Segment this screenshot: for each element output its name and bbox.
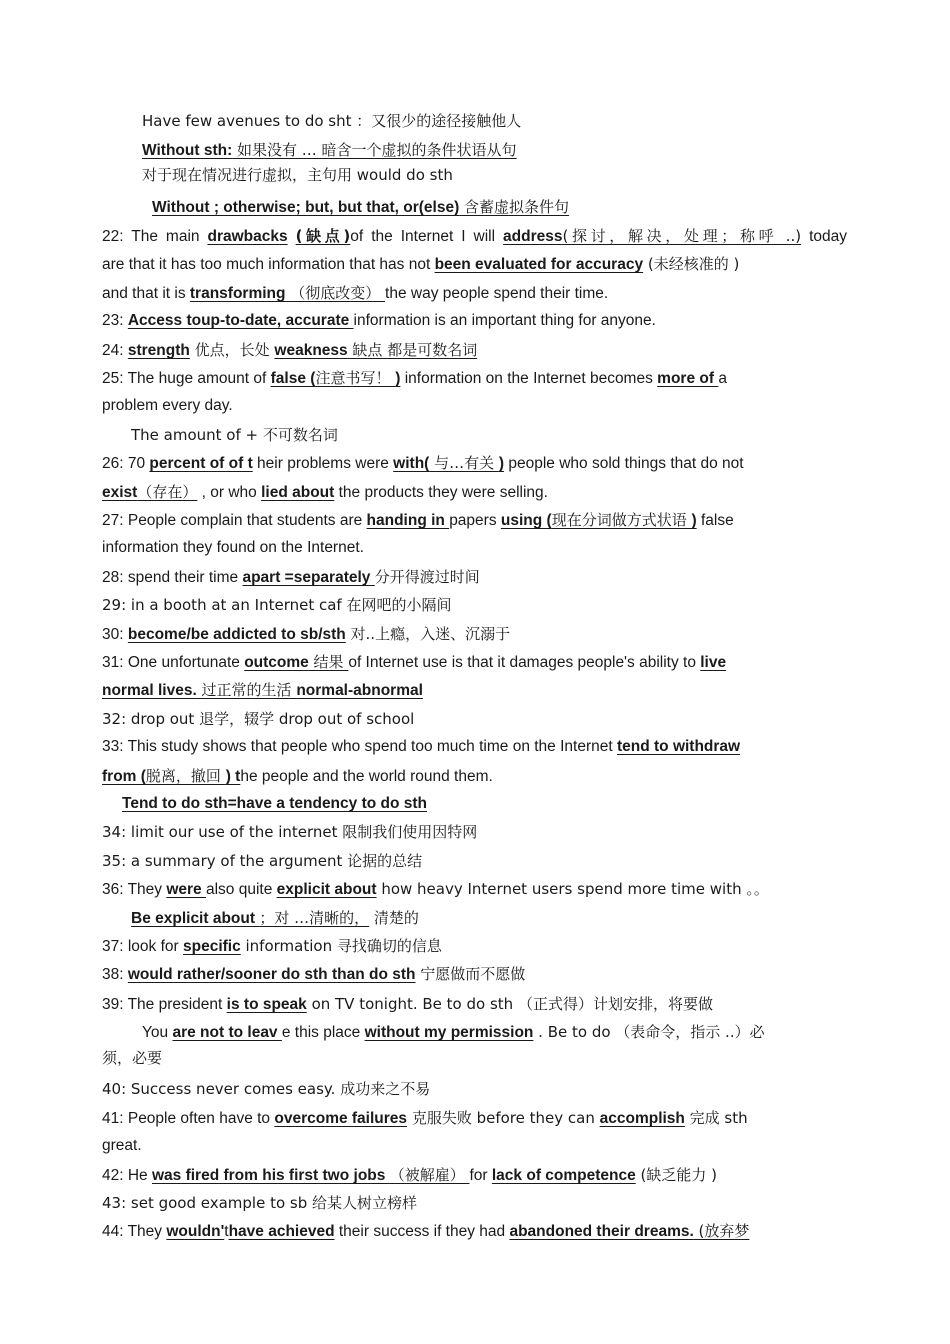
note-line: 36: They were also quite explicit about how heavy Internet users spend more time with 。。 — [102, 880, 769, 898]
note-line: exist（存在） , or who lied about the products they were selling. — [102, 483, 548, 501]
note-line: and that it is transforming （彻底改变） the way people spend their time. — [102, 284, 609, 302]
note-line: 42: He was fired from his first two jobs （被解雇） for lack of competence (缺乏能力 ) — [102, 1166, 717, 1184]
note-line: 26: 70 percent of of t heir problems were with( 与…有关 ) people who sold things that do not — [102, 454, 744, 472]
note-line: great. — [102, 1137, 142, 1154]
note-line: You are not to leav e this place without my permission . Be to do （表命令，指示 ..）必 — [142, 1023, 765, 1041]
note-line: 对于现在情况进行虚拟，主句用 would do sth — [142, 166, 453, 184]
note-line: 43: set good example to sb 给某人树立榜样 — [102, 1194, 418, 1212]
note-line: are that it has too much information that has not been evaluated for accuracy (未经核准的 ) — [102, 255, 740, 273]
note-line: Tend to do sth=have a tendency to do sth — [122, 795, 428, 812]
note-line: 28: spend their time apart =separately 分开得渡过时间 — [102, 568, 480, 586]
note-line: 34: limit our use of the internet 限制我们使用因特网 — [102, 823, 478, 841]
note-line: 39: The president is to speak on TV tonight. Be to do sth （正式得）计划安排，将要做 — [102, 995, 713, 1013]
note-line: 31: One unfortunate outcome 结果 of Internet use is that it damages people's ability to live — [102, 653, 727, 671]
note-line: information they found on the Internet. — [102, 539, 364, 556]
note-line: 40: Success never comes easy. 成功来之不易 — [102, 1080, 431, 1098]
note-line: 30: become/be addicted to sb/sth 对..上瘾，入迷、沉溺于 — [102, 625, 511, 643]
note-line: 32: drop out 退学，辍学 drop out of school — [102, 710, 415, 728]
note-line: 41: People often have to overcome failures 克服失败 before they can accomplish 完成 sth — [102, 1109, 748, 1127]
note-line: 22: The main drawbacks (缺点)of the Internet I will address(探讨，解决，处理；称呼 ..) today — [102, 227, 847, 245]
note-line: 25: The huge amount of false (注意书写！ ) information on the Internet becomes more of a — [102, 369, 727, 387]
note-line: 27: People complain that students are handing in papers using (现在分词做方式状语 ) false — [102, 511, 734, 529]
note-line: from (脱离，撤回 ) the people and the world round them. — [102, 767, 493, 785]
note-line: Without ; otherwise; but, but that, or(else) 含蓄虚拟条件句 — [152, 198, 570, 216]
note-line: 29: in a booth at an Internet caf 在网吧的小隔间 — [102, 596, 452, 614]
note-line: The amount of + 不可数名词 — [131, 426, 338, 444]
note-line: Without sth: 如果没有 … 暗含一个虚拟的条件状语从句 — [142, 141, 517, 159]
note-line: 38: would rather/sooner do sth than do sth 宁愿做而不愿做 — [102, 965, 526, 983]
note-line: 35: a summary of the argument 论据的总结 — [102, 852, 423, 870]
note-line: 37: look for specific information 寻找确切的信息 — [102, 937, 442, 955]
note-line: 44: They wouldn'thave achieved their success if they had abandoned their dreams. (放弃梦 — [102, 1222, 750, 1240]
note-line: Be explicit about ；对 …清晰的， 清楚的 — [131, 909, 419, 927]
note-line: 须，必要 — [102, 1049, 163, 1067]
note-line: 23: Access toup-to-date, accurate information is an important thing for anyone. — [102, 312, 656, 329]
note-line: problem every day. — [102, 397, 233, 414]
note-line: 24: strength 优点，长处 weakness 缺点 都是可数名词 — [102, 341, 478, 359]
note-line: normal lives. 过正常的生活 normal-abnormal — [102, 681, 423, 699]
note-line: 33: This study shows that people who spend too much time on the Internet tend to withdraw — [102, 738, 741, 755]
note-line: Have few avenues to do sht ：又很少的途径接触他人 — [142, 112, 522, 130]
